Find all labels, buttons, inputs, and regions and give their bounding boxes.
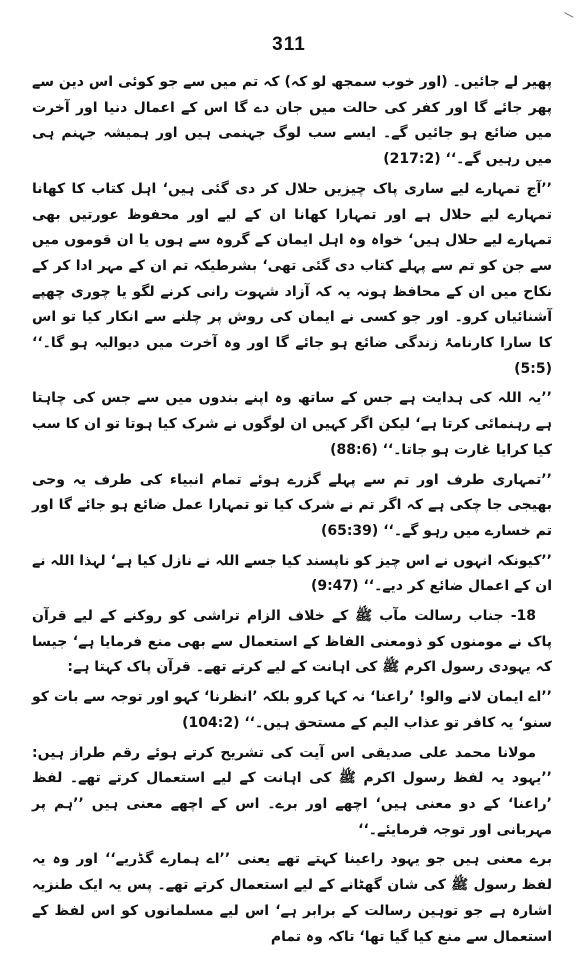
quote-maidah-5: ’’آج تمہارے لیے ساری پاک چیزیں حلال کر دی گئی ہیں‘ اہل کتاب کا کھانا تمہارے لیے حلال ہے اور تمہارا کھانا ان کے لیے اور محفوظ عورتیں بھی تمہارے لیے حلال ہیں‘ خواہ وہ اہل ایمان کے گروہ سے ہوں یا ان قوموں میں سے جن کو تم سے پہلے کتاب دی گئی تھی‘ بشرطیکہ تم ان کے مہر ادا کر کے نکاح میں ان کے محافظ ہونہ یہ کہ آزاد شہوت رانی کرنے لگو یا چوری چھپے آشنائیاں کرو۔ اور جو کسی نے ایمان کی روش پر چلنے سے انکار کیا تو اس کا سارا کارنامۂ زندگی ضائع ہو جائے گا اور وہ آخرت میں دیوالیہ ہو گا۔‘‘ (5:5)	[32, 180, 552, 377]
quote-muhammad-9: ’’کیونکہ انہوں نے اس چیز کو ناپسند کیا جسے اللہ نے نازل کیا ہے‘ لہذا اللہ نے ان کے اعمال ضائع کر دیے۔‘‘ (9:47)	[32, 552, 552, 595]
paragraph-section-18: 18- جناب رسالت مآب ﷺ کے خلاف الزام تراشی کو روکنے کے لیے قرآن پاک نے مومنوں کو ذومعنی الفاظ کے استعمال سے بھی منع فرمایا ہے‘ جیسا کہ یہودی رسول اکرم ﷺ کی اہانت کے لیے کرتے تھے۔ قرآن پاک کہتا ہے:	[32, 608, 552, 676]
page-corner-mark	[560, 12, 573, 25]
paragraph-apostasy: پھیر لے جائیں۔ (اور خوب سمجھ لو کہ) کہ تم میں سے جو کوئی اس دین سے پھر جائے گا اور کفر کی حالت میں جان دے گا اس کے اعمال دنیا اور آخرت میں ضائع ہو جائیں گے۔ ایسے سب لوگ جہنمی ہیں اور ہمیشہ جہنم ہی میں رہیں گے۔‘‘ (217:2)	[32, 74, 552, 168]
quote-anam-88: ’’یہ اللہ کی ہدایت ہے جس کے ساتھ وہ اپنے بندوں میں سے جس کی چاہتا ہے رہنمائی کرتا ہے‘ لیکن اگر کہیں ان لوگوں نے شرک کیا ہوتا تو ان کا سب کیا کرایا غارت ہو جاتا۔‘‘ (88:6)	[32, 390, 552, 458]
quote-baqarah-104: ’’اے ایمان لانے والو! ’راعنا‘ نہ کہا کرو بلکہ ’انظرنا‘ کہو اور توجہ سے بات کو سنو‘ یہ کافر تو عذاب الیم کے مستحق ہیں۔‘‘ (104:2)	[32, 689, 552, 731]
paragraph-commentary: مولانا محمد علی صدیقی اس آیت کی تشریح کرتے ہوئے رقم طراز ہیں: ’’یہود یہ لفظ رسول اکرم ﷺ کی اہانت کے لیے استعمال کرتے تھے۔ لفظ ’راعنا‘ کے دو معنی ہیں‘ اچھے اور برے۔ اس کے اچھے معنی ہیں ’’ہم پر مہربانی اور توجہ فرمایئے۔‘‘	[32, 744, 552, 838]
page-body	[32, 70, 552, 950]
paragraph-commentary-continued: برے معنی ہیں جو یہود راعینا کہتے تھے یعنی ’’اے ہمارے گڈریے‘‘ اور وہ یہ لفظ رسول ﷺ کی شان گھٹانے کے لیے استعمال کرتے تھے۔ پس یہ ایک طنزیہ اشارہ ہے جو توہین رسالت کے برابر ہے‘ اس لیے مسلمانوں کو اس لفظ کے استعمال سے منع کیا گیا تھا‘ تاکہ وہ تمام	[32, 851, 552, 945]
quote-zumar-65: ’’تمہاری طرف اور تم سے پہلے گزرے ہوئے تمام انبیاء کی طرف یہ وحی بھیجی جا چکی ہے کہ اگر تم نے شرک کیا تو تمہارا عمل ضائع ہو جائے گا اور تم خسارے میں رہو گے۔‘‘ (65:39)	[32, 471, 552, 539]
page-number: 311	[272, 34, 306, 55]
